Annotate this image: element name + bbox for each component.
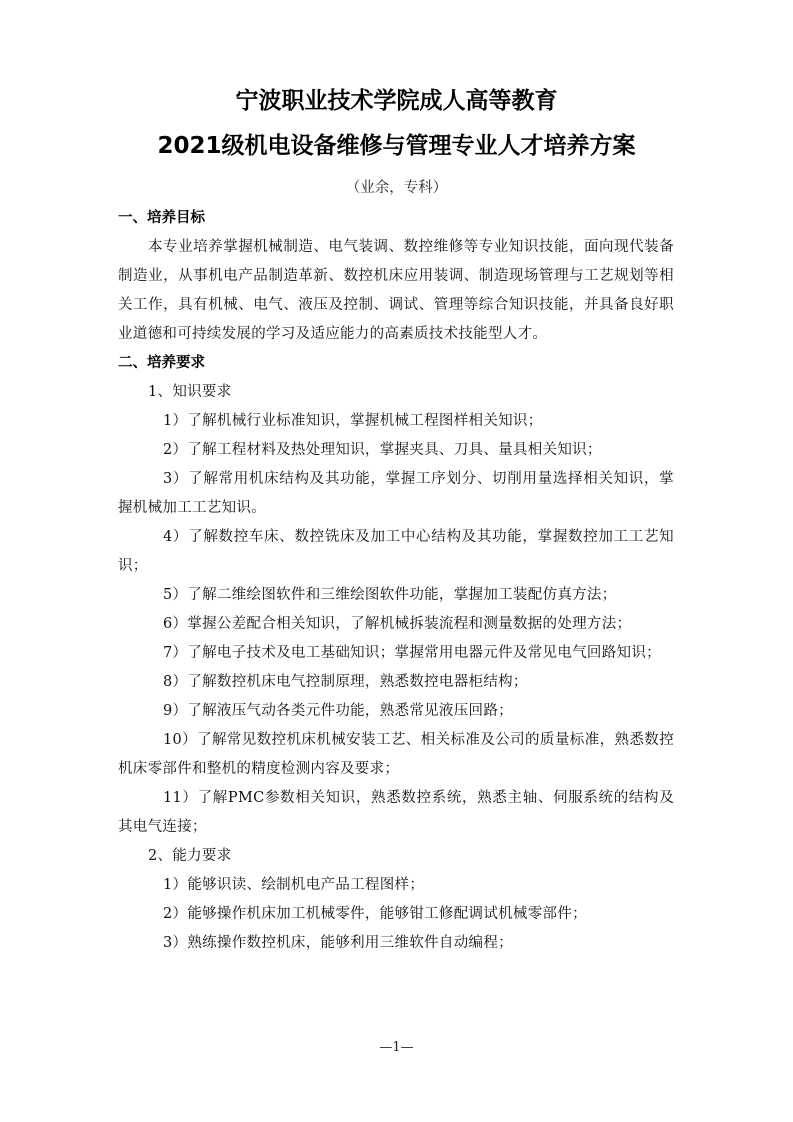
knowledge-item: 9）了解液压气动各类元件功能，熟悉常见液压回路； xyxy=(163,703,513,719)
document-subtitle: （业余，专科） xyxy=(345,180,448,196)
subsection-ability-label: 2、能力要求 xyxy=(148,848,232,864)
knowledge-item: 2）了解工程材料及热处理知识，掌握夹具、刀具、量具相关知识； xyxy=(163,442,602,458)
knowledge-item: 7）了解电子技术及电工基础知识；掌握常用电器元件及常见电气回路知识； xyxy=(163,645,661,661)
subsection-knowledge-label: 1、知识要求 xyxy=(148,384,232,400)
knowledge-item: 8）了解数控机床电气控制原理，熟悉数控电器柜结构； xyxy=(163,674,528,690)
knowledge-item: 10）了解常见数控机床机械安装工艺、相关标准及公司的质量标准，熟悉数控机床零部件和整机的精度检测内容及要求； xyxy=(118,732,674,777)
training-goal-paragraph: 本专业培养掌握机械制造、电气装调、数控维修等专业知识技能，面向现代装备制造业，从事机电产品制造革新、数控机床应用装调、制造现场管理与工艺规划等相关工作，具有机械、电气、液压及控制、调试、管理等综合知识技能，并具备良好职业道德和可持续发展的学习及适应能力的高素质技术技能型人才。 xyxy=(118,239,674,342)
ability-item: 1）能够识读、绘制机电产品工程图样； xyxy=(163,877,425,893)
knowledge-item: 11）了解PMC参数相关知识，熟悉数控系统，熟悉主轴、伺服系统的结构及其电气连接； xyxy=(118,790,674,835)
section-heading-training-requirements: 二、培养要求 xyxy=(118,355,205,371)
document-title-line2: 2021级机电设备维修与管理专业人才培养方案 xyxy=(157,133,636,159)
page-number: —1— xyxy=(379,1040,414,1055)
section-heading-training-goal: 一、培养目标 xyxy=(118,210,205,226)
ability-item: 3）熟练操作数控机床，能够利用三维软件自动编程； xyxy=(163,935,513,951)
document-title-line1: 宁波职业技术学院成人高等教育 xyxy=(235,88,558,114)
document-body xyxy=(118,204,674,958)
ability-item: 2）能够操作机床加工机械零件，能够钳工修配调试机械零部件； xyxy=(163,906,587,922)
knowledge-item: 4）了解数控车床、数控铣床及加工中心结构及其功能，掌握数控加工工艺知识； xyxy=(118,529,674,574)
knowledge-item: 5）了解二维绘图软件和三维绘图软件功能，掌握加工装配仿真方法； xyxy=(163,587,617,603)
knowledge-item: 6）掌握公差配合相关知识，了解机械拆装流程和测量数据的处理方法； xyxy=(163,616,632,632)
knowledge-item: 1）了解机械行业标准知识，掌握机械工程图样相关知识； xyxy=(163,413,543,429)
knowledge-item: 3）了解常用机床结构及其功能，掌握工序划分、切削用量选择相关知识，掌握机械加工工艺知识。 xyxy=(118,471,674,516)
